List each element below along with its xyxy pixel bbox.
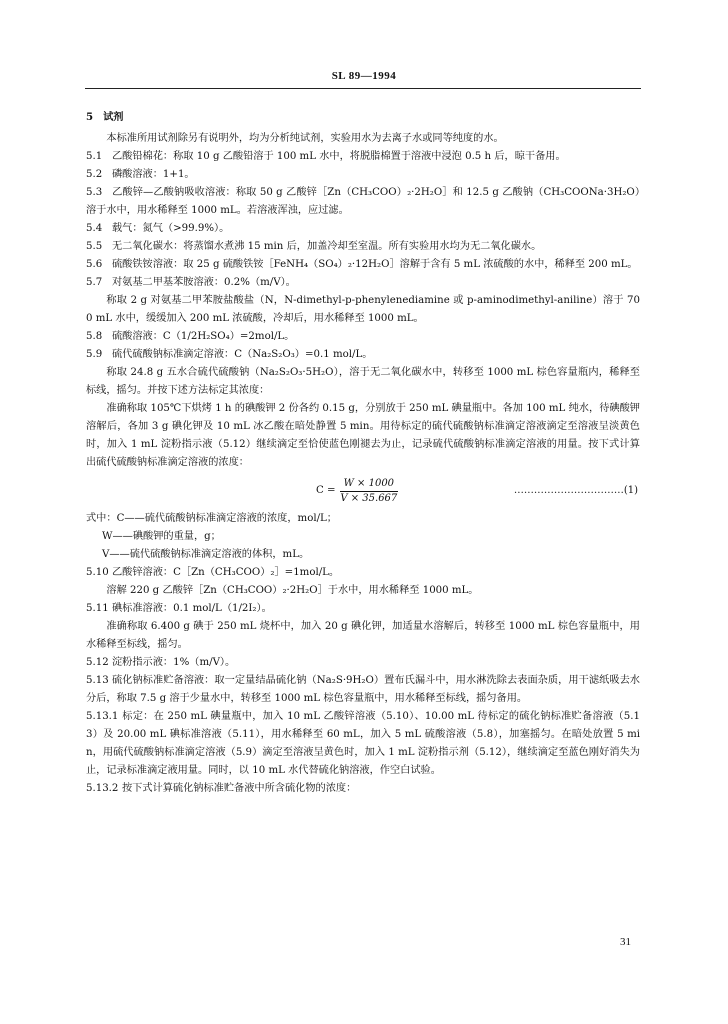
item-text: 硫酸溶液：C（1/2H₂SO₄）=2mol/L。 <box>112 331 295 342</box>
where-v: V——硫代硫酸钠标准滴定溶液的体积，mL。 <box>102 549 310 560</box>
item-number: 5.13.2 <box>86 783 119 794</box>
item-text: 乙酸锌溶液：C［Zn（CH₃COO）₂］=1mol/L。 <box>112 567 340 578</box>
item-text: 乙酸铅棉花：称取 10 g 乙酸铅溶于 100 mL 水中，将脱脂棉置于溶液中浸泡 0.5 h 后，晾干备用。 <box>112 151 566 162</box>
item-5-9 <box>86 346 640 364</box>
formula-1 <box>86 474 640 508</box>
page-header: SL 89—1994 <box>331 70 397 82</box>
item-5-12 <box>86 654 640 672</box>
formula-where-w <box>86 528 640 546</box>
item-5-10-body: 溶解 220 g 乙酸锌［Zn（CH₃COO）₂·2H₂O］于水中，用水稀释至 1000 mL。 <box>106 585 479 596</box>
item-text: 硫代硫酸钠标准滴定溶液：C（Na₂S₂O₃）=0.1 mol/L。 <box>112 349 373 360</box>
item-5-4 <box>86 220 640 238</box>
item-text: 无二氧化碳水：将蒸馏水煮沸 15 min 后，加盖冷却至室温。所有实验用水均为无二氧化碳水。 <box>112 241 542 252</box>
item-5-5 <box>86 238 640 256</box>
item-number: 5.11 <box>86 603 109 614</box>
item-number: 5.10 <box>86 567 109 578</box>
item-text: 淀粉指示液：1%（m/V）。 <box>112 657 236 668</box>
item-5-13 <box>86 672 640 708</box>
item-5-8 <box>86 328 640 346</box>
formula-where-v <box>86 546 640 564</box>
item-5-6 <box>86 256 640 274</box>
where-c: C——硫代硫酸钠标准滴定溶液的浓度，mol/L； <box>116 513 337 524</box>
item-5-13-2 <box>86 780 640 798</box>
item-5-10 <box>86 564 640 582</box>
item-text: 对氨基二甲基苯胺溶液：0.2%（m/V）。 <box>112 277 296 288</box>
item-text: 乙酸锌—乙酸钠吸收溶液：称取 50 g 乙酸锌［Zn（CH₃COO）₂·2H₂O］和 12.5 g 乙酸钠（CH₃COONa·3H₂O）溶于水中，用水稀释至 1000 mL。若溶液浑浊，应过滤。 <box>86 187 640 216</box>
item-text: 硫化钠标准贮备溶液：取一定量结晶硫化钠（Na₂S·9H₂O）置布氏漏斗中，用水淋洗除去表面杂质，用干滤纸吸去水分后，称取 7.5 g 溶于少量水中，转移至 1000 mL 棕色容量瓶中，用水稀释至标线，摇匀备用。 <box>86 675 640 704</box>
item-number: 5.7 <box>86 277 103 288</box>
item-5-1 <box>86 148 640 166</box>
item-number: 5.5 <box>86 241 103 252</box>
item-number: 5.4 <box>86 223 103 234</box>
intro-paragraph: 本标准所用试剂除另有说明外，均为分析纯试剂，实验用水为去离子水或同等纯度的水。 <box>106 133 504 144</box>
item-number: 5.3 <box>86 187 103 198</box>
section-number: 5 <box>86 111 94 123</box>
item-text: 载气：氮气（>99.9%）。 <box>112 223 230 234</box>
item-text: 碘标准溶液：0.1 mol/L（1/2I₂）。 <box>112 603 272 614</box>
page-number: 31 <box>620 936 631 948</box>
item-text: 标定：在 250 mL 碘量瓶中，加入 10 mL 乙酸锌溶液（5.10）、10.00 mL 待标定的硫化钠标准贮备溶液（5.13）及 20.00 mL 碘标准溶液（5.11），用水稀释至 60 mL，加入 5 mL 硫酸溶液（5.8），加塞摇匀。在暗处放置 5 min，用硫代硫酸钠标准滴定溶液（5.9）滴定至溶液呈黄色时，加入 1 mL 淀粉指示剂（5.12），继续滴定至蓝色刚好消失为止，记录标准滴定液用量。同时，以 10 mL 水代替硫化钠溶液，作空白试验。 <box>86 711 640 776</box>
item-number: 5.9 <box>86 349 103 360</box>
item-number: 5.6 <box>86 259 103 270</box>
where-w: W——碘酸钾的重量，g； <box>102 531 221 542</box>
formula-lhs: C = <box>316 485 336 496</box>
item-5-7 <box>86 274 640 292</box>
formula-denominator: V × 35.667 <box>340 492 398 504</box>
formula-fraction <box>340 477 398 506</box>
formula-numerator: W × 1000 <box>340 477 398 492</box>
item-5-2 <box>86 166 640 184</box>
formula-where <box>86 510 640 528</box>
formula-label: ……………………………(1) <box>513 485 638 496</box>
item-5-9-procedure: 准确称取 105℃下烘烤 1 h 的碘酸钾 2 份各约 0.15 g，分别放于 250 mL 碘量瓶中。各加 100 mL 纯水，待碘酸钾溶解后，各加 3 g 碘化钾及 10 mL 冰乙酸在暗处静置 5 min。用待标定的硫代硫酸钠标准滴定溶液滴定至溶液呈淡黄色时，加入 1 mL 淀粉指示液（5.12）继续滴定至恰使蓝色刚褪去为止，记录硫代硫酸钠标准滴定溶液的用量。按下式计算出硫代硫酸钠标准滴定溶液的浓度： <box>86 403 640 468</box>
item-number: 5.12 <box>86 657 109 668</box>
item-number: 5.13 <box>86 675 109 686</box>
item-5-11 <box>86 600 640 618</box>
item-number: 5.1 <box>86 151 103 162</box>
item-5-7-body: 称取 2 g 对氨基二甲苯胺盐酸盐（N，N-dimethyl-p-phenylenediamine 或 p-aminodimethyl-aniline）溶于 700 mL 水中，缓缓加入 200 mL 浓硫酸，冷却后，用水稀释至 1000 mL。 <box>86 295 640 324</box>
item-5-9-body: 称取 24.8 g 五水合硫代硫酸钠（Na₂S₂O₃·5H₂O），溶于无二氧化碳水中，转移至 1000 mL 棕色容量瓶内，稀释至标线，摇匀。并按下述方法标定其浓度： <box>86 367 640 396</box>
item-number: 5.2 <box>86 169 103 180</box>
section-heading <box>86 108 640 126</box>
item-text: 按下式计算硫化钠标准贮备液中所含硫化物的浓度： <box>122 783 357 794</box>
where-intro: 式中： <box>86 513 117 524</box>
item-number: 5.13.1 <box>86 711 119 722</box>
item-number: 5.8 <box>86 331 103 342</box>
document-body <box>86 108 640 798</box>
item-5-11-body: 准确称取 6.400 g 碘于 250 mL 烧杯中，加入 20 g 碘化钾，加适量水溶解后，转移至 1000 mL 棕色容量瓶中，用水稀释至标线，摇匀。 <box>86 621 640 650</box>
item-5-3 <box>86 184 640 220</box>
item-5-13-1 <box>86 708 640 780</box>
section-title: 试剂 <box>103 111 124 123</box>
item-text: 磷酸溶液：1+1。 <box>112 169 195 180</box>
item-text: 硫酸铁铵溶液：取 25 g 硫酸铁铵［FeNH₄（SO₄）₂·12H₂O］溶解于含有 5 mL 浓硫酸的水中，稀释至 200 mL。 <box>112 259 638 270</box>
header-rule <box>85 88 641 89</box>
